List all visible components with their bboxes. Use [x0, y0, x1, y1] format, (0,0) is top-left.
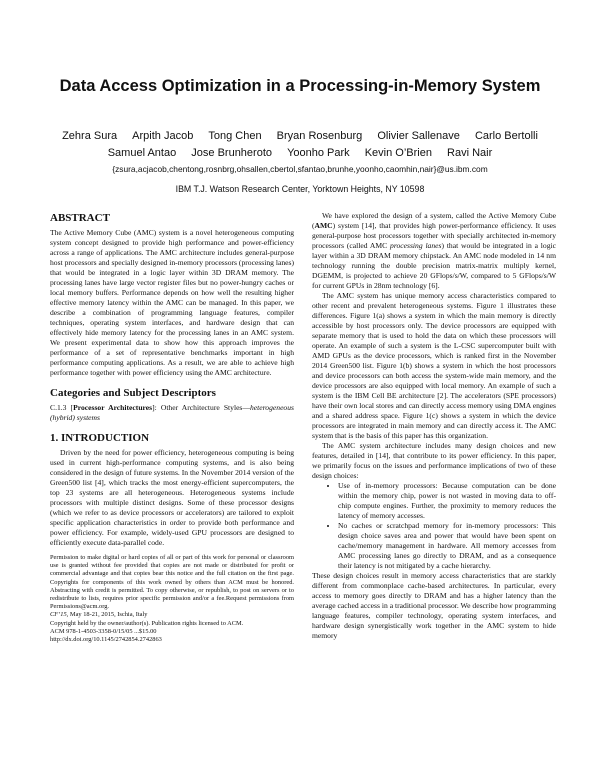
author-list-row-1	[30, 129, 570, 144]
para-bold: AMC	[314, 221, 333, 230]
categories-code: C.1.3 [	[50, 403, 74, 412]
list-item: • No caches or scratchpad memory for in-memory processors: This design choice saves area and power that would have been spent on cache/memory management in hardware. All memory accesses from AMC processing lanes go directly to DRAM, and as a consequence their latency is not mitigated by a cache hierarchy.	[338, 521, 556, 571]
author-affiliation: IBM T.J. Watson Research Center, Yorktown Heights, NY 10598	[175, 184, 425, 194]
introduction-heading: 1. INTRODUCTION	[50, 432, 150, 444]
author-name: Samuel Antao	[107, 147, 177, 159]
doi-link[interactable]: http://dx.doi.org/10.1145/2742854.2742863	[50, 636, 162, 644]
author-name: Ravi Nair	[447, 147, 493, 159]
categories-italic: heterogeneous (hybrid) systems	[50, 403, 294, 422]
body-paragraph	[312, 211, 556, 291]
paper-title: Data Access Optimization in a Processing-in-Memory System	[59, 77, 541, 95]
isbn-line: ACM 978-1-4503-3358-0/15/05 ...$15.00	[50, 627, 157, 635]
introduction-text: Driven by the need for power efficiency, heterogeneous computing is being used in current high-performance computing systems, and is also being considered in the design of future systems. In the November 2014 version of the Green500 list [4], which tracks the most energy-efficient supercomputers, the top 23 systems are all heterogeneous. Heterogeneous systems include processors with multiple distinct designs. Some of these processor designs (which we refer to as device processors or accelerators) are tailored to exploit specific application characteristics in order to provide both performance and power efficiency. For example, widely-used GPU processors are designed to efficiently execute data-parallel code.	[50, 448, 294, 547]
conference-name: CF’15,	[50, 611, 69, 619]
right-column	[312, 211, 556, 641]
author-name: Yoonho Park	[287, 147, 350, 159]
author-name: Tong Chen	[208, 130, 262, 142]
conference-line	[50, 611, 294, 619]
conference-details: May 18-21, 2015, Ischia, Italy	[68, 611, 148, 619]
categories-bold: Processor Architectures	[73, 403, 153, 412]
abstract-text: The Active Memory Cube (AMC) system is a novel heterogeneous computing system concept designed to provide high performance and power-efficiency across a range of applications. The AMC architecture includes general-purpose host processors and specially designed in-memory processors (processing lanes) that would be integrated in a logic layer within 3D DRAM memory. The processing lanes have large vector register files but no power-hungry caches or local memory buffers. Performance depends on how well the resulting higher effective memory latency within the AMC can be managed. In this paper, we describe a combination of programming language features, compiler techniques, operating system interfaces, and hardware design that can effectively hide memory latency for the processing lanes in an AMC system. We present experimental data to show how this approach improves the performance of a set of representative benchmarks important in high performance computing applications. As a result, we are able to achieve high performance together with power efficiency using the AMC architecture.	[50, 228, 294, 377]
author-name: Zehra Sura	[62, 130, 118, 142]
para-text: ) that would be integrated in a logic layer within a 3D DRAM memory chipstack. An AMC node modeled in 14 nm technology running the double precision matrix-matrix multiply kernel, DGEMM, is projected to achieve 20 GFlops/s/W, compared to 5 GFlops/s/W for current GPUs in 28nm technology [6].	[312, 241, 556, 290]
author-name: Olivier Sallenave	[377, 130, 460, 142]
list-item: • Use of in-memory processors: Because computation can be done within the memory chip, power is not wasted in moving data to off-chip compute engines. Further, the proximity to memory reduces the latency of memory accesses.	[338, 481, 556, 521]
body-paragraph: The AMC system has unique memory access characteristics compared to other recent and prevalent heterogeneous systems. Figure 1 illustrates these differences. Figure 1(a) shows a system in which the main memory is directly accessible by host processors only. The device processors are equipped with separate memory that is used to hold the data on which these processors will operate. An example of such a system is the L-CSC supercomputer built with AMD GPUs as the device processors, which is ranked first in the November 2014 Green500 list. Figure 1(b) shows a system in which the host processors and device processors can both access the system-wide main memory, and the device processors are also equipped with local memory. An example of such a system is the IBM Cell BE architecture [2]. The accelerators (SPE processors) have their own local stores and can directly access memory using DMA engines and a shared address space. Figure 1(c) shows a system in which the device processors are integrated in main memory and can directly access it. The AMC system that is the basis of this paper has this organization.	[312, 291, 556, 440]
design-choices-list	[312, 481, 556, 571]
left-column	[50, 211, 294, 644]
categories-text	[50, 403, 294, 423]
author-list-row-2	[30, 146, 570, 161]
categories-heading: Categories and Subject Descriptors	[50, 387, 216, 399]
para-text: ) system [14], that provides high power-performance efficiency. It uses general-purpose host processors together with specially architected in-memory processors (called AMC	[312, 221, 556, 250]
author-emails: {zsura,acjacob,chentong,rosnbrg,ohsallen,cbertol,sfantao,brunhe,yoonho,caomhin,nair}@us.ibm.com	[112, 164, 488, 174]
para-text: We have explored the design of a system, called the Active Memory Cube (	[312, 211, 556, 230]
permission-notice: Permission to make digital or hard copies of all or part of this work for personal or classroom use is granted without fee provided that copies are not made or distributed for profit or commercial advantage and that copies bear this notice and the full citation on the first page. Copyrights for components of this work owned by others than ACM must be honored. Abstracting with credit is permitted. To copy otherwise, or republish, to post on servers or to redistribute to lists, requires prior specific permission and/or a fee.Request permissions from Permissions@acm.org.	[50, 554, 294, 611]
abstract-heading: ABSTRACT	[50, 212, 110, 224]
para-italic: processing lanes	[390, 241, 442, 250]
author-name: Carlo Bertolli	[474, 130, 538, 142]
author-name: Bryan Rosenburg	[276, 130, 363, 142]
copyright-line: Copyright held by the owner/author(s). Publication rights licensed to ACM.	[50, 619, 244, 627]
author-name: Kevin O’Brien	[364, 147, 432, 159]
categories-mid: ]: Other Architecture Styles—	[152, 403, 250, 412]
author-name: Arpith Jacob	[132, 130, 194, 142]
author-name: Jose Brunheroto	[191, 147, 272, 159]
body-paragraph: The AMC system architecture includes many design choices and new features, detailed in [14], that contribute to its power efficiency. In this paper, we primarily focus on the issues and performance implications of two of these design choices:	[312, 441, 556, 480]
body-paragraph: These design choices result in memory access characteristics that are starkly different from commonplace cache-based architectures. In particular, every access to memory goes directly to DRAM and has a higher latency than the average cached access in a traditional processor. We describe how programming language features, compiler technology, operating system interfaces, and hardware design synergistically work together in the AMC system to hide memory	[312, 571, 556, 640]
